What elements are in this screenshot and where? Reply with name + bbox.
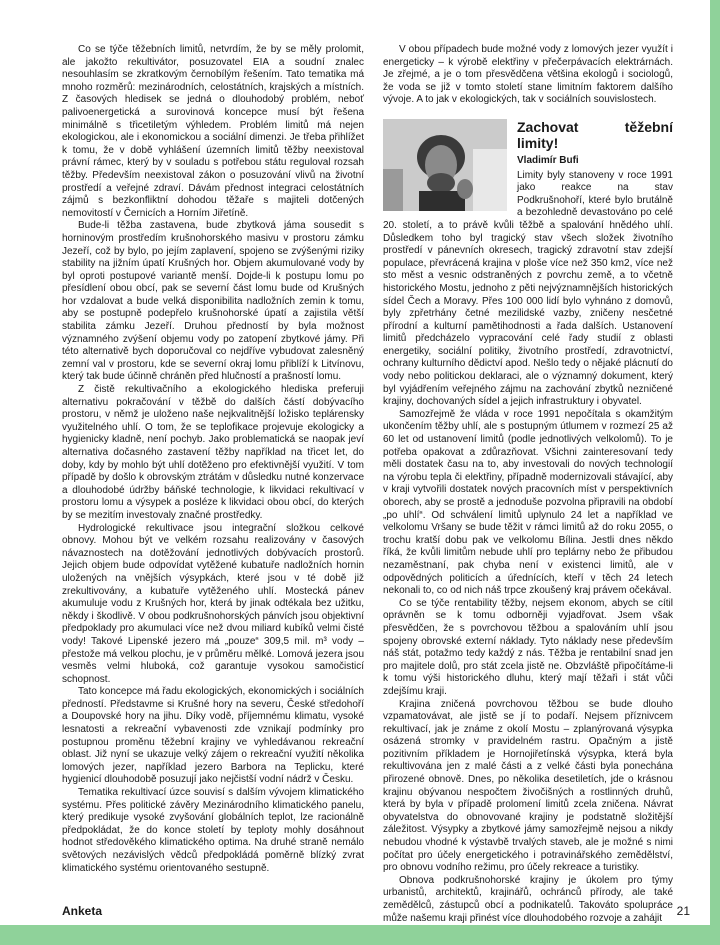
- body-paragraph: Co se týče těžebních limitů, netvrdím, že by se měly prolomit, ale jakožto rekultivátor, posuzovatel EIA a soudní znalec nesouhlasím se zkratkovým černobílým řešením. Tato tematika má mnoho rozměrů: mezinárodních, celostátních, krajských a místních. Z časových hledisek se jedná o dlouhodobý problém, neboť palivoenergetická a surovinová koncepce musí být řešena minimálně s třicetiletým výhledem. Problém limitů má nejen ekologickou, ale i ekonomickou a sociální dimenzi. Je třeba přihlížet k tomu, že v době vyhlášení územních limitů těžby neexistoval právní rámec, který by v souladu s potřebou státu reguloval rozsah těžby. Především neexistoval zákon o posuzování vlivů na životní prostředí a veřejné zdraví. Dávám přednost integraci celostátních zájmů s bezkonfliktní dohodou těžaře s majiteli dotčených nemovitostí v Černicích a Horním Jiřetíně.: [62, 44, 364, 219]
- body-paragraph: Tato koncepce má řadu ekologických, ekonomických i sociálních předností. Představme si Krušné hory na severu, České středohoří a Doupovské hory na jihu. Díky vodě, příjemnému klimatu, vysoké lesnatosti a rekreační vybavenosti zde vznikají podmínky pro postupnou proměnu těžební krajiny ve vyhledávanou rekreační oblast. Již nyní se ukazuje velký zájem o rekreační využití několika lomových jezer, například jezero Barbora na Teplicku, které hygienicí dlouhodobě posuzují jako nejčistší vodní nádrž v Česku.: [62, 686, 364, 786]
- article-paragraph: Obnova podkrušnohorské krajiny je úkolem pro týmy urbanistů, architektů, krajinářů, ochránců přírody, ale také zemědělců, zástupců obcí a podnikatelů. Takováto spolupráce může našemu kraji přinést více dlouhodobého rozvoje a zahájit: [383, 874, 673, 924]
- body-paragraph: Z čistě rekultivačního a ekologického hlediska preferuji alternativu pokračování v těžbě do dalších částí dobývacího prostoru, v němž je uloženo naše nejkvalitnější ložisko teplárensky využitelného uhlí. O tom, že se teplofikace projevuje ekologicky a hygienicky kladně, není pochyb. Jako problematická se naopak jeví alternativa dočasného zastavení těžby například na třicet let, do doby, kdy by mohlo být uhlí dotěženo pro efektivnější využití. V tom případě by došlo k obrovským ztrátám v důsledku nutné konzervace a dlouhodobé údržby báňské technologie, k likvidaci rekultivací v prostoru lomu a výsypek a posléze k likvidaci obou obcí, do kterých by se mezitím investovaly značné prostředky.: [62, 384, 364, 521]
- body-paragraph: Tematika rekultivací úzce souvisí s dalším vývojem klimatického systému. Přes politické závěry Mezinárodního klimatického panelu, který predikuje vysoké zvyšování globálních teplot, lze racionálně předpokládat, že do konce století by teploty mohly dosáhnout hodnot středověkého klimatického optima. Na druhé straně nemálo světových nezávislých vědců předpokládá poměrně blízký zvrat klimatického systému orientovaného sestupně.: [62, 787, 364, 874]
- footer-section-name: Anketa: [62, 904, 103, 918]
- article-author: Vladimír Bufi: [517, 154, 579, 166]
- portrait-image: [383, 119, 507, 211]
- body-paragraph: Bude-li těžba zastavena, bude zbytková jáma sousedit s horninovým prostředím krušnohorského masivu v prostoru zámku Jezeří, což by bylo, po jejím zaplavení, spojeno se zvýšenými riziky stability na jižním úpatí Krušných hor. Objem akumulované vody by byl oproti postupové variantě menší. Dojde-li k postupu lomu po přesídlení obou obcí, pak se severní část lomu bude od Krušných hor vzdalovat a bude velká disponibilita nadložních zemin k tomu, aby se postupně podepřelo krušnohorské úpatí a zajistila větší stabilita zámku Jezeří. Druhou předností by byla možnost významného zvýšení objemu vody po zatopení zbytkové jámy. Při této alternativě bych doporučoval co nejdříve vybudovat zalesněný zemní val v prostoru, kde se severní okraj lomu přiblíží k Litvínovu, který tak bude účinně chráněn před hlučností a prašností lomu.: [62, 220, 364, 383]
- left-column: [62, 44, 364, 875]
- article-title: Zachovat těžební limity!: [517, 118, 673, 151]
- page-number: 21: [676, 904, 690, 918]
- intro-paragraph: V obou případech bude možné vody z lomových jezer využít i energeticky – k výrobě elektřiny v přečerpávacích elektrárnách. Je zřejmé, a je o tom přesvědčena většina ekologů i sociologů, že voda se již v tomto století stane limitním faktorem dalšího vývoje. A to jak v ekologických, tak v sociálních souvislostech.: [383, 44, 673, 106]
- article-paragraph: Krajina zničená povrchovou těžbou se bude dlouho vzpamatovávat, ale jistě se jí to podaří. Nejsem příznivcem rekultivací, jak je známe z okolí Mostu – zplanýrovaná výsypka osázená stromky v pravidelném rastru. Opačným a jistě pozitivním příkladem je Hornojiřetínská výsypka, která byla rekultivována jen z malé části a z velké části byla ponechána přirozené obnově. Dnes, po několika desetiletích, jde o krásnou krajinu obývanou nespočtem živočišných a rostlinných druhů, která by byla v případě prolomení limitů zcela zničena. Návrat obyvatelstva do obnovované krajiny je podstatně složitější záležitost. Výsypky a zbytkové jámy samozřejmě nejsou a nikdy nebudou vhodné k výstavbě trvalých staveb, ale je možné s nimi počítat pro účely energetického i potravinářského zemědělství, pro obnovu vodního režimu, pro účely rekreace a turistiky.: [383, 698, 673, 874]
- article-section: [383, 119, 673, 925]
- article-paragraph: Co se týče rentability těžby, nejsem ekonom, abych se cítil oprávněn se k tomu odborněji vyjadřovat. Jsem však přesvědčen, že s povrchovou těžbou a spalováním uhlí jsou spojeny obrovské externí náklady. Tyto náklady nese především náš stát, potažmo tedy každý z nás. Těžba je rentabilní snad jen pro majitele dolů, pro stát zcela jistě ne. Obzvláště připočítáme-li k tomu výši historického dluhu, který mají těžaři i stát vůči zdejšímu kraji.: [383, 597, 673, 697]
- green-margin-bottom: [0, 925, 720, 945]
- author-portrait-photo: [383, 119, 507, 211]
- article-paragraph: Limity byly stanoveny v roce 1991 jako reakce na stav Podkrušnohoří, které bylo brutálně a bezohledně devastováno po celé 20. století, a to právě kvůli těžbě a spalování hnědého uhlí. Důsledkem toho byl tragický stav všech složek životního prostředí v pánevních okresech, tragický zdravotní stav zdejší populace, převrácená krajina v ploše více než 350 km2, více než sto měst a vesnic odstraněných z povrchu země, a to včetně historického Mostu, jednoho z pěti nejvýznamnějších historických sídel Čech a Moravy. Přes 100 000 lidí bylo vyhnáno z domovů, byly zpřetrhány četné mezilidské vazby, zničeny nesčetné přírodní a kulturní pamětihodnosti a řada dalších. Ustanovení limitů předcházelo vypracování celé řady studií z oblasti energetiky, sociální politiky, životního prostředí, zdravotnictví, ochrany kulturního dědictví apod. Nešlo tedy o nějaké plácnutí do vody nebo politickou deklaraci, ale o významný dokument, který byl vyjádřením veřejného zájmu na zachování zbytků nezničené krajiny, dochovaných sídel a jejich infrastruktury i obyvatel.: [383, 169, 673, 408]
- right-column: [383, 44, 673, 925]
- green-margin-right: [710, 0, 720, 945]
- article-paragraph: Samozřejmě že vláda v roce 1991 nepočítala s okamžitým ukončením těžby uhlí, ale s postupným útlumem v rozmezí 25 až 60 let od ustanovení limitů (podle jednotlivých velkolomů). To je potřeba opakovat a zdůrazňovat. Všichni zainteresovaní tedy měli dostatek času na to, aby investovali do nových technologií na výrobu tepla či elektřiny, případně modernizovali stávající, aby v kraji vytvořili dostatek nových pracovních míst v perspektivních oborech, aby se prostě a jednoduše pozvolna připravili na období „po uhlí“. Od schválení limitů uplynulo 24 let a například ve velkolomu Vršany se bude těžit v rámci limitů až do roku 2055, o trochu kratší dobu pak ve velkolomu Bílina. Jestli dnes někdo říká, že kvůli limitům nebude uhlí pro teplárny nebo že přibudou nezaměstnaní, pak chyba není v existenci limitů, ale v odpovědných politicích a úřednících, kteří v těch 24 letech nekonali to, co od nich náš trpce zkoušený kraj právem očekával.: [383, 408, 673, 597]
- body-paragraph: Hydrologické rekultivace jsou integrační složkou celkové obnovy. Mohou být ve velkém rozsahu realizovány v časových návaznostech na dotěžování jednotlivých dobývacích prostorů. Jejich objem bude odpovídat vytěžené kubatuře nadložních hornin uložených na vnějších výsypkách, které jsou v té době již zrekultivovány, a kubatuře vytěženého uhlí. Mostecká pánev akumuluje vodu z Krušných hor, která by jinak odtékala bez užitku, někdy i škodlivě. V obou podkrušnohorských pánvích jsou objektivní předpoklady pro akumulaci více než dvou miliard kubíků velmi čisté vody! Takové Lipenské jezero má „pouze“ 309,5 mil. m³ vody – přestože má velkou plochu, je v průměru mělké. Lomová jezera jsou vesměs velmi hluboká, což garantuje vysokou samočisticí schopnost.: [62, 522, 364, 685]
